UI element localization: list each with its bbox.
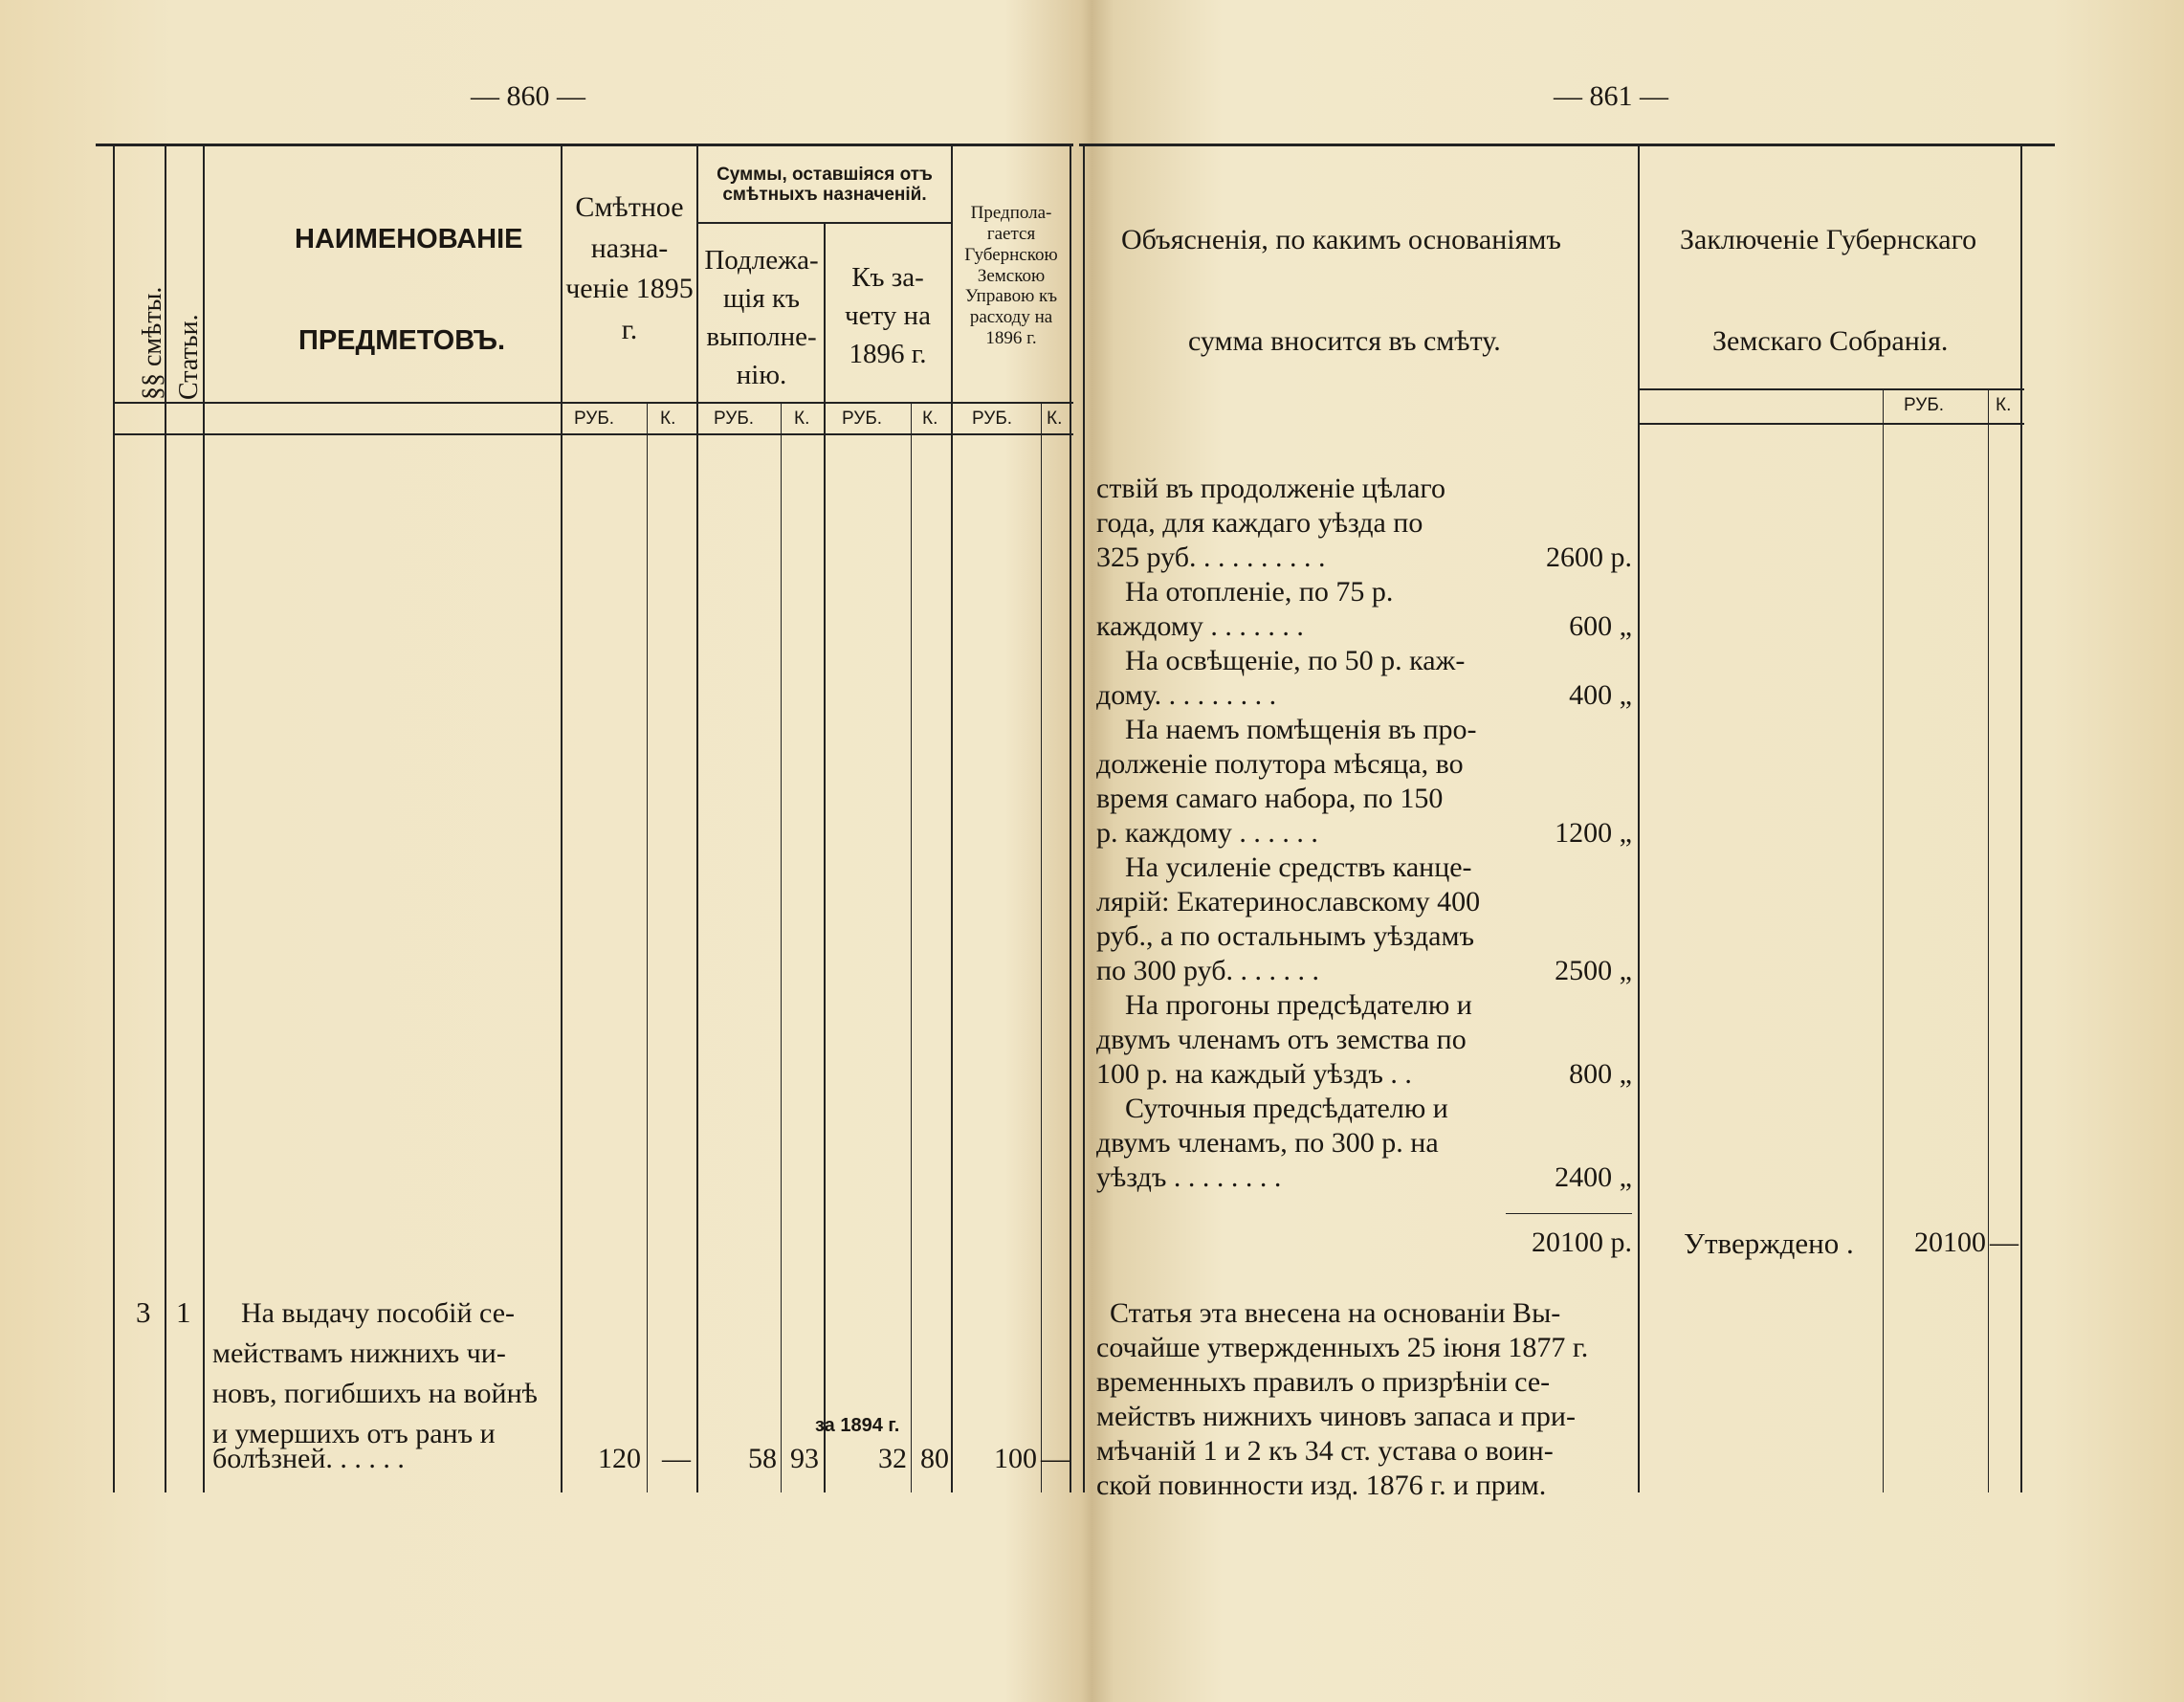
- unit-rub-proposed: РУБ.: [972, 409, 1013, 429]
- approved-rub: 20100: [1914, 1227, 1986, 1258]
- unit-rub-estimate: РУБ.: [574, 409, 615, 429]
- row-smeta-number: 3: [136, 1295, 151, 1329]
- explanation-line: дому. . . . . . . . .: [1096, 679, 1277, 711]
- unit-rub-exec: РУБ.: [714, 409, 755, 429]
- left-outer-border: [113, 144, 115, 1492]
- header-to-execute: Подлежа- щія къ выполне- нію.: [704, 245, 819, 391]
- unit-kop-approved: К.: [1996, 395, 2012, 415]
- explanation-line: двумъ членамъ отъ земства по: [1096, 1024, 1467, 1055]
- header-remaining-group: Суммы, оставшіяся отъ смѣтныхъ назначеній.: [717, 165, 933, 206]
- right-page-number: — 861 —: [1554, 80, 1668, 112]
- right-outer-border: [2020, 144, 2022, 1492]
- header-to-credit: Къ за- чету на 1896 г.: [845, 262, 931, 370]
- statute-line: временныхъ правилъ о призрѣніи се-: [1096, 1366, 1551, 1398]
- header-conclusion-line2: Земскаго Собранія.: [1712, 325, 1949, 357]
- row-name-line: болѣзней. . . . . .: [212, 1443, 405, 1474]
- exec-kop: 93: [790, 1443, 819, 1474]
- unit-kop-exec: К.: [794, 409, 810, 429]
- explanation-amount: 800 „: [1569, 1058, 1632, 1090]
- approved-label: Утверждено .: [1684, 1227, 1854, 1260]
- row-statya-number: 1: [176, 1295, 191, 1329]
- left-page-number: — 860 —: [471, 80, 585, 112]
- unit-kop-credit: К.: [922, 409, 938, 429]
- explanation-line: На прогоны предсѣдателю и: [1125, 989, 1472, 1021]
- header-proposed: Предпола- гается Губернскою Земскою Управою къ расходу на 1896 г.: [964, 203, 1058, 349]
- explanation-line: года, для каждаго уѣзда по: [1096, 507, 1423, 539]
- header-explanation-line2: сумма вносится въ смѣту.: [1188, 325, 1501, 357]
- explanation-line: долженіе полутора мѣсяца, во: [1096, 748, 1464, 780]
- row-name-line: и умершихъ отъ ранъ и: [212, 1418, 496, 1449]
- approved-kop: —: [1990, 1227, 2019, 1258]
- explanation-line: 100 р. на каждый уѣздъ . .: [1096, 1058, 1412, 1090]
- kop-divider-proposed: [1041, 402, 1042, 1492]
- explanation-amount: 2500 „: [1555, 955, 1632, 986]
- explanation-line: р. каждому . . . . . .: [1096, 817, 1318, 849]
- right-inner-border: [1083, 144, 1085, 1492]
- explanation-amount: 2400 „: [1555, 1161, 1632, 1193]
- statute-line: мействъ нижнихъ чиновъ запаса и при-: [1096, 1401, 1576, 1432]
- header-conclusion-line1: Заключеніе Губернскаго: [1680, 224, 1977, 255]
- left-top-rule: [96, 144, 1073, 146]
- header-statya-number: Статьи.: [174, 314, 204, 400]
- explanation-line: время самаго набора, по 150: [1096, 783, 1444, 814]
- right-top-rule: [1079, 144, 2055, 146]
- unit-kop-estimate: К.: [660, 409, 676, 429]
- left-units-bottom-rule: [113, 433, 1073, 435]
- header-estimate: Смѣтное назна- ченіе 1895 г.: [565, 191, 694, 345]
- estimate-kop: —: [662, 1443, 691, 1474]
- kop-divider-exec: [781, 402, 782, 1492]
- explanation-line: двумъ членамъ, по 300 р. на: [1096, 1127, 1439, 1159]
- kop-divider-credit: [911, 402, 912, 1492]
- explanation-line: по 300 руб. . . . . . .: [1096, 955, 1320, 986]
- explanation-line: 325 руб. . . . . . . . . .: [1096, 542, 1326, 573]
- explanation-amount: 2600 р.: [1546, 542, 1632, 573]
- header-explanation-line1: Объясненія, по какимъ основаніямъ: [1121, 224, 1561, 255]
- explanation-line: На усиленіе средствъ канце-: [1125, 851, 1472, 883]
- total-rule: [1506, 1213, 1632, 1214]
- explanation-line: руб., а по остальнымъ уѣздамъ: [1096, 920, 1474, 952]
- right-units-bottom-rule: [1638, 423, 2024, 425]
- credit-rub: 32: [878, 1443, 907, 1474]
- explanation-line: На наемъ помѣщенія въ про-: [1125, 714, 1477, 745]
- header-smeta-number: §§ смѣты.: [138, 286, 167, 400]
- explanation-line: На освѣщеніе, по 50 р. каж-: [1125, 645, 1466, 676]
- credit-note: за 1894 г.: [815, 1415, 900, 1436]
- statute-line: мѣчаній 1 и 2 къ 34 ст. устава о воин-: [1096, 1435, 1554, 1467]
- header-name-line1: НАИМЕНОВАНІЕ: [295, 224, 523, 254]
- kop-divider-estimate: [647, 402, 648, 1492]
- unit-kop-proposed: К.: [1047, 409, 1063, 429]
- statute-line: ской повинности изд. 1876 г. и прим.: [1096, 1470, 1547, 1501]
- right-units-top-rule: [1638, 388, 2024, 390]
- unit-rub-credit: РУБ.: [842, 409, 883, 429]
- explanation-line: каждому . . . . . . .: [1096, 610, 1304, 642]
- estimate-rub: 120: [598, 1443, 641, 1474]
- explanation-line: уѣздъ . . . . . . . .: [1096, 1161, 1282, 1193]
- right-rub-divider: [1883, 388, 1884, 1492]
- col-divider-estimate: [696, 144, 698, 1492]
- row-name-line: новъ, погибшихъ на войнѣ: [212, 1378, 538, 1409]
- explanation-line: лярій: Екатеринославскому 400: [1096, 886, 1481, 917]
- explanation-amount: 1200 „: [1555, 817, 1632, 849]
- col-divider-exec: [824, 222, 826, 1492]
- row-name-line: На выдачу пособій се-: [241, 1297, 516, 1329]
- credit-kop: 80: [920, 1443, 949, 1474]
- col-divider-explanation: [1638, 144, 1640, 1492]
- left-inner-border: [1070, 144, 1071, 1492]
- unit-rub-approved: РУБ.: [1904, 395, 1945, 415]
- statute-line: сочайше утвержденныхъ 25 іюня 1877 г.: [1096, 1332, 1589, 1363]
- explanation-amount: 600 „: [1569, 610, 1632, 642]
- explanation-amount: 400 „: [1569, 679, 1632, 711]
- row-name-line: мействамъ нижнихъ чи-: [212, 1337, 506, 1369]
- col-divider-name: [561, 144, 563, 1492]
- total-sum: 20100 р.: [1532, 1227, 1632, 1258]
- proposed-kop: —: [1041, 1443, 1070, 1474]
- proposed-rub: 100: [994, 1443, 1037, 1474]
- explanation-line: На отопленіе, по 75 р.: [1125, 576, 1394, 608]
- statute-line: Статья эта внесена на основаніи Вы-: [1110, 1297, 1561, 1329]
- header-name-line2: ПРЕДМЕТОВЪ.: [298, 325, 506, 356]
- exec-rub: 58: [748, 1443, 777, 1474]
- left-units-top-rule: [113, 402, 1073, 404]
- right-kop-divider: [1988, 388, 1989, 1492]
- explanation-line: Суточныя предсѣдателю и: [1125, 1093, 1448, 1124]
- explanation-line: ствій въ продолженіе цѣлаго: [1096, 473, 1445, 504]
